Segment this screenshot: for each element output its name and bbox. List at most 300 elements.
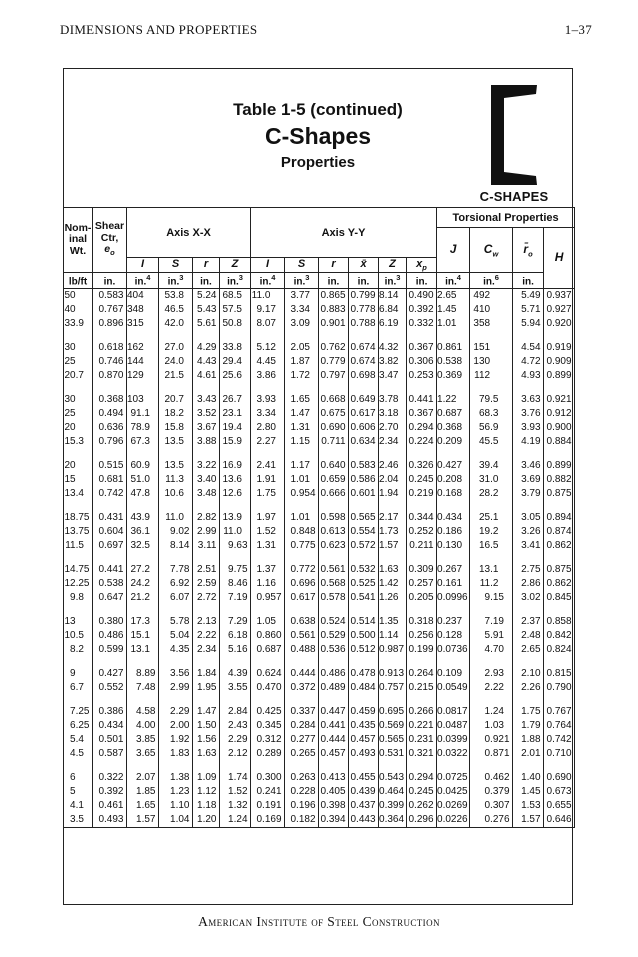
value-cell: 2.72 (193, 591, 220, 605)
value-cell: 0.435 (349, 719, 379, 733)
value-cell: 0.427 (437, 459, 470, 473)
value-cell: 1.17 (285, 459, 319, 473)
spacer-cell (470, 449, 513, 459)
spacer-cell (349, 657, 379, 667)
col-header-Zy: Z (379, 258, 407, 273)
value-cell: 1.01 (437, 317, 470, 331)
value-cell: 9.02 (159, 525, 193, 539)
value-cell: 0.500 (349, 629, 379, 643)
value-cell: 0.987 (379, 643, 407, 657)
table-continued-title: Table 1-5 (continued) (233, 100, 403, 119)
value-cell: 0.224 (407, 435, 437, 449)
spacer-cell (285, 383, 319, 393)
unit-cell: in.$^3$ (285, 273, 319, 288)
value-cell: 0.0425 (437, 785, 468, 797)
value-cell: 0.493 (93, 813, 127, 828)
spacer-cell (544, 605, 575, 615)
value-cell: 2.26 (513, 681, 544, 695)
value-cell: 0.0487 (437, 719, 468, 731)
value-cell: 0.209 (437, 435, 470, 449)
value-cell: 1.18 (193, 799, 220, 813)
value-cell: 0.364 (379, 813, 407, 828)
value-cell: 0.617 (349, 407, 379, 421)
spacer-cell (127, 383, 159, 393)
spacer-cell (193, 605, 220, 615)
value-cell: 0.874 (544, 525, 575, 539)
value-cell: 0.321 (407, 747, 437, 761)
spacer-cell (513, 695, 544, 705)
value-cell: 0.289 (251, 747, 285, 761)
value-cell: 0.399 (379, 799, 407, 813)
value-cell: 0.455 (349, 771, 379, 785)
value-cell: 1.47 (193, 705, 220, 719)
value-cell: 0.779 (319, 355, 349, 369)
value-cell: 0.920 (544, 317, 575, 331)
value-cell: 23.1 (220, 407, 251, 421)
value-cell: 15 (64, 473, 93, 487)
value-cell: 0.865 (319, 288, 349, 303)
value-cell: 0.264 (407, 667, 437, 681)
value-cell: 1.31 (251, 539, 285, 553)
value-cell: 1.32 (220, 799, 251, 813)
unit-cell: in. (319, 273, 349, 288)
value-cell: 18.2 (159, 407, 193, 421)
table-header (64, 208, 575, 289)
value-cell: 3.46 (513, 459, 544, 473)
value-cell: 8.07 (251, 317, 285, 331)
value-cell: 0.186 (437, 525, 470, 539)
value-cell: 3.40 (193, 473, 220, 487)
group-spacer-row (64, 383, 575, 393)
value-cell: 4.00 (127, 719, 159, 733)
value-cell: 0.478 (349, 667, 379, 681)
value-cell: 2.99 (193, 525, 220, 539)
value-cell: 0.0322 (437, 747, 468, 759)
spacer-cell (193, 657, 220, 667)
value-cell: 11.0 (159, 511, 193, 525)
value-cell: 0.767 (544, 705, 575, 719)
value-cell: 42.0 (159, 317, 193, 331)
value-cell: 0.536 (319, 643, 349, 657)
value-cell: 0.464 (379, 785, 407, 799)
spacer-cell (379, 553, 407, 563)
value-cell: 8.46 (220, 577, 251, 591)
spacer-cell (159, 695, 193, 705)
value-cell: 0.900 (544, 421, 575, 435)
spacer-cell (470, 501, 513, 511)
spacer-cell (220, 605, 251, 615)
spacer-cell (407, 331, 437, 341)
value-cell: 0.606 (349, 421, 379, 435)
value-cell: 8.14 (159, 539, 193, 553)
value-cell: 0.681 (93, 473, 127, 487)
value-cell: 0.501 (93, 733, 127, 747)
spacer-cell (251, 657, 285, 667)
value-cell: 0.372 (285, 681, 319, 695)
spacer-cell (470, 331, 513, 341)
spacer-cell (513, 605, 544, 615)
value-cell: 1.74 (220, 771, 251, 785)
value-cell: 1.75 (513, 705, 544, 719)
value-cell: 0.875 (544, 487, 575, 501)
value-cell: 79.5 (470, 393, 513, 407)
value-cell: 0.367 (407, 341, 437, 355)
value-cell: 0.267 (437, 563, 470, 577)
nominal-wt-line2: inal (68, 233, 88, 246)
value-cell: 51.0 (127, 473, 159, 487)
value-cell: 7.19 (220, 591, 251, 605)
value-cell: 4.5 (64, 747, 93, 761)
value-cell: 2.22 (470, 681, 513, 695)
value-cell: 78.9 (127, 421, 159, 435)
spacer-cell (513, 657, 544, 667)
value-cell: 0.659 (319, 473, 349, 487)
spacer-cell (251, 695, 285, 705)
value-cell: 492 (470, 288, 513, 303)
value-cell: 3.18 (379, 407, 407, 421)
spacer-cell (193, 695, 220, 705)
value-cell: 1.84 (193, 667, 220, 681)
table-row (64, 407, 575, 421)
spacer-cell (544, 761, 575, 771)
value-cell: 9 (64, 667, 93, 681)
value-cell: 0.634 (349, 435, 379, 449)
content-box (63, 68, 573, 905)
value-cell: 0.762 (319, 341, 349, 355)
value-cell: 13.75 (64, 525, 93, 539)
value-cell: 0.462 (470, 771, 513, 785)
value-cell: 8.14 (379, 288, 407, 303)
value-cell: 0.318 (407, 615, 437, 629)
spacer-cell (437, 331, 470, 341)
shear-ctr-symbol: $e_o$ (104, 243, 115, 258)
value-cell: 1.57 (127, 813, 159, 828)
spacer-cell (349, 553, 379, 563)
table-row (64, 487, 575, 501)
table-row (64, 629, 575, 643)
value-cell: 4.39 (220, 667, 251, 681)
spacer-cell (544, 501, 575, 511)
value-cell: 9.17 (251, 303, 285, 317)
table-shape-title: C-Shapes (264, 123, 372, 150)
value-cell: 2.75 (513, 563, 544, 577)
value-cell: 5.78 (159, 615, 193, 629)
value-cell: 144 (127, 355, 159, 369)
value-cell: 20 (64, 459, 93, 473)
group-spacer-row (64, 449, 575, 459)
value-cell: 8.89 (127, 667, 159, 681)
value-cell: 0.742 (93, 487, 127, 501)
table-row (64, 317, 575, 331)
shear-ctr-line2: Ctr, (100, 231, 119, 244)
value-cell: 0.109 (437, 667, 470, 681)
value-cell: 0.541 (349, 591, 379, 605)
unit-cell: in. (193, 273, 220, 288)
value-cell: 0.294 (407, 421, 437, 435)
spacer-cell (220, 695, 251, 705)
value-cell: 2.34 (193, 643, 220, 657)
value-cell: 0.845 (544, 591, 575, 605)
spacer-cell (127, 449, 159, 459)
value-cell: 0.690 (544, 771, 575, 785)
value-cell: 404 (127, 288, 159, 303)
value-cell: 0.434 (93, 719, 127, 733)
spacer-cell (159, 553, 193, 563)
value-cell: 0.444 (319, 733, 349, 747)
value-cell: 0.0399 (437, 733, 468, 745)
spacer-cell (127, 605, 159, 615)
value-cell: 0.441 (93, 563, 127, 577)
value-cell: 2.65 (513, 643, 544, 657)
spacer-cell (93, 657, 127, 667)
value-cell: 4.58 (127, 705, 159, 719)
spacer-cell (544, 553, 575, 563)
table-row (64, 681, 575, 695)
value-cell: 2.13 (193, 615, 220, 629)
spacer-cell (220, 383, 251, 393)
value-cell: 0.512 (349, 643, 379, 657)
spacer-cell (285, 761, 319, 771)
value-cell: 0.413 (319, 771, 349, 785)
value-cell: 2.29 (220, 733, 251, 747)
value-cell: 0.797 (319, 369, 349, 383)
value-cell: 0.405 (319, 785, 349, 799)
value-cell: 1.50 (193, 719, 220, 733)
value-cell: 50.8 (220, 317, 251, 331)
spacer-cell (159, 383, 193, 393)
spacer-cell (437, 657, 470, 667)
value-cell: 11.0 (251, 288, 285, 303)
value-cell: 1.94 (379, 487, 407, 501)
value-cell: 3.43 (193, 393, 220, 407)
value-cell: 0.697 (93, 539, 127, 553)
value-cell: 0.623 (319, 539, 349, 553)
col-header-Ix: I (127, 258, 159, 273)
value-cell: 29.4 (220, 355, 251, 369)
value-cell: 0.871 (470, 747, 513, 761)
col-header-Zx: Z (220, 258, 251, 273)
value-cell: 0.252 (407, 525, 437, 539)
value-cell: 5.61 (193, 317, 220, 331)
running-header-title: DIMENSIONS AND PROPERTIES (60, 22, 258, 37)
value-cell: 0.636 (93, 421, 127, 435)
value-cell: 0.380 (93, 615, 127, 629)
spacer-cell (379, 383, 407, 393)
value-cell: 3.09 (285, 317, 319, 331)
value-cell: 0.488 (285, 643, 319, 657)
value-cell: 0.552 (93, 681, 127, 695)
value-cell: 4.19 (513, 435, 544, 449)
value-cell: 3.93 (513, 421, 544, 435)
value-cell: 33.8 (220, 341, 251, 355)
value-cell: 0.196 (285, 799, 319, 813)
value-cell: 0.919 (544, 341, 575, 355)
value-cell: 2.29 (159, 705, 193, 719)
value-cell: 0.710 (544, 747, 575, 761)
spacer-cell (407, 695, 437, 705)
group-spacer-row (64, 761, 575, 771)
value-cell: 0.205 (407, 591, 437, 605)
value-cell: 1.63 (193, 747, 220, 761)
value-cell: 0.484 (349, 681, 379, 695)
value-cell: 0.674 (349, 355, 379, 369)
value-cell: 68.5 (220, 288, 251, 303)
unit-cell: in. (93, 273, 127, 288)
value-cell: 5.12 (251, 341, 285, 355)
unit-cell: in.$^4$ (437, 273, 470, 288)
value-cell: 1.42 (379, 577, 407, 591)
value-cell: 39.4 (470, 459, 513, 473)
spacer-cell (93, 761, 127, 771)
value-cell: 0.937 (544, 288, 575, 303)
value-cell: 0.245 (407, 473, 437, 487)
value-cell: 0.767 (93, 303, 127, 317)
value-cell: 6.18 (220, 629, 251, 643)
value-cell: 0.572 (349, 539, 379, 553)
spacer-cell (319, 761, 349, 771)
value-cell: 56.9 (470, 421, 513, 435)
value-cell: 3.48 (193, 487, 220, 501)
value-cell: 0.493 (349, 747, 379, 761)
value-cell: 40 (64, 303, 93, 317)
spacer-cell (220, 657, 251, 667)
spacer-cell (285, 605, 319, 615)
value-cell: 0.568 (319, 577, 349, 591)
value-cell: 1.40 (513, 771, 544, 785)
spacer-cell (349, 383, 379, 393)
value-cell: 0.788 (349, 317, 379, 331)
torsional-group-header: Torsional Properties (437, 208, 575, 228)
value-cell: 6.92 (159, 577, 193, 591)
value-cell: 103 (127, 393, 159, 407)
publisher-footer: American Institute of Steel Construction (198, 914, 440, 929)
value-cell: 0.257 (407, 577, 437, 591)
value-cell: 1.05 (251, 615, 285, 629)
value-cell: 5.24 (193, 288, 220, 303)
spacer-cell (319, 501, 349, 511)
spacer-cell (64, 553, 93, 563)
value-cell: 7.78 (159, 563, 193, 577)
value-cell: 0.543 (379, 771, 407, 785)
value-cell: 6.19 (379, 317, 407, 331)
value-cell: 2.37 (513, 615, 544, 629)
value-cell: 0.277 (285, 733, 319, 747)
value-cell: 0.515 (93, 459, 127, 473)
table-row (64, 563, 575, 577)
value-cell: 24.2 (127, 577, 159, 591)
value-cell: 315 (127, 317, 159, 331)
unit-cell: in.$^6$ (470, 273, 513, 288)
value-cell: 5 (64, 785, 93, 799)
value-cell: 3.79 (513, 487, 544, 501)
value-cell: 0.583 (93, 288, 127, 303)
spacer-cell (251, 761, 285, 771)
value-cell: 3.76 (513, 407, 544, 421)
value-cell: 0.538 (437, 355, 470, 369)
value-cell: 0.169 (251, 813, 285, 828)
value-cell: 1.31 (285, 421, 319, 435)
value-cell: 0.326 (407, 459, 437, 473)
value-cell: 1.57 (379, 539, 407, 553)
value-cell: 0.439 (349, 785, 379, 799)
value-cell: 60.9 (127, 459, 159, 473)
value-cell: 0.300 (251, 771, 285, 785)
value-cell: 0.0736 (437, 643, 468, 655)
value-cell: 46.5 (159, 303, 193, 317)
value-cell: 0.618 (93, 341, 127, 355)
value-cell: 2.70 (379, 421, 407, 435)
value-cell: 0.219 (407, 487, 437, 501)
value-cell: 5.91 (470, 629, 513, 643)
value-cell: 0.696 (285, 577, 319, 591)
value-cell: 0.525 (349, 577, 379, 591)
spacer-cell (64, 657, 93, 667)
table-body (64, 288, 575, 827)
value-cell: 27.0 (159, 341, 193, 355)
value-cell: 30 (64, 341, 93, 355)
value-cell: 0.764 (544, 719, 575, 733)
value-cell: 0.927 (544, 303, 575, 317)
value-cell: 67.3 (127, 435, 159, 449)
page-number: 1–37 (564, 22, 592, 37)
value-cell: 0.128 (437, 629, 470, 643)
value-cell: 13.6 (220, 473, 251, 487)
value-cell: 0.345 (251, 719, 285, 733)
value-cell: 0.649 (349, 393, 379, 407)
value-cell: 1.01 (285, 511, 319, 525)
spacer-cell (437, 501, 470, 511)
value-cell: 0.565 (379, 733, 407, 747)
col-header-ro: $r̄_o$ (513, 228, 544, 273)
value-cell: 33.9 (64, 317, 93, 331)
value-cell: 0.461 (93, 799, 127, 813)
shear-ctr-line1: Shear (94, 220, 125, 233)
value-cell: 0.912 (544, 407, 575, 421)
value-cell: 0.842 (544, 629, 575, 643)
value-cell: 0.899 (544, 369, 575, 383)
value-cell: 0.698 (349, 369, 379, 383)
spacer-cell (64, 449, 93, 459)
group-spacer-row (64, 695, 575, 705)
value-cell: 2.04 (379, 473, 407, 487)
table-row (64, 525, 575, 539)
value-cell: 5.04 (159, 629, 193, 643)
value-cell: 1.26 (379, 591, 407, 605)
value-cell: 4.43 (193, 355, 220, 369)
spacer-cell (407, 657, 437, 667)
value-cell: 4.32 (379, 341, 407, 355)
spacer-cell (251, 553, 285, 563)
col-header-Sx: S (159, 258, 193, 273)
value-cell: 0.884 (544, 435, 575, 449)
value-cell: 0.245 (407, 785, 437, 799)
c-channel-section-icon (462, 85, 566, 185)
value-cell: 2.86 (513, 577, 544, 591)
value-cell: 13.5 (159, 435, 193, 449)
value-cell: 6 (64, 771, 93, 785)
value-cell: 162 (127, 341, 159, 355)
value-cell: 6.84 (379, 303, 407, 317)
value-cell: 1.09 (193, 771, 220, 785)
value-cell: 0.265 (285, 747, 319, 761)
value-cell: 0.757 (379, 681, 407, 695)
spacer-cell (159, 761, 193, 771)
value-cell: 1.20 (193, 813, 220, 828)
value-cell: 4.29 (193, 341, 220, 355)
col-header-rx: r (193, 258, 220, 273)
value-cell: 0.899 (544, 459, 575, 473)
value-cell: 0.427 (93, 667, 127, 681)
